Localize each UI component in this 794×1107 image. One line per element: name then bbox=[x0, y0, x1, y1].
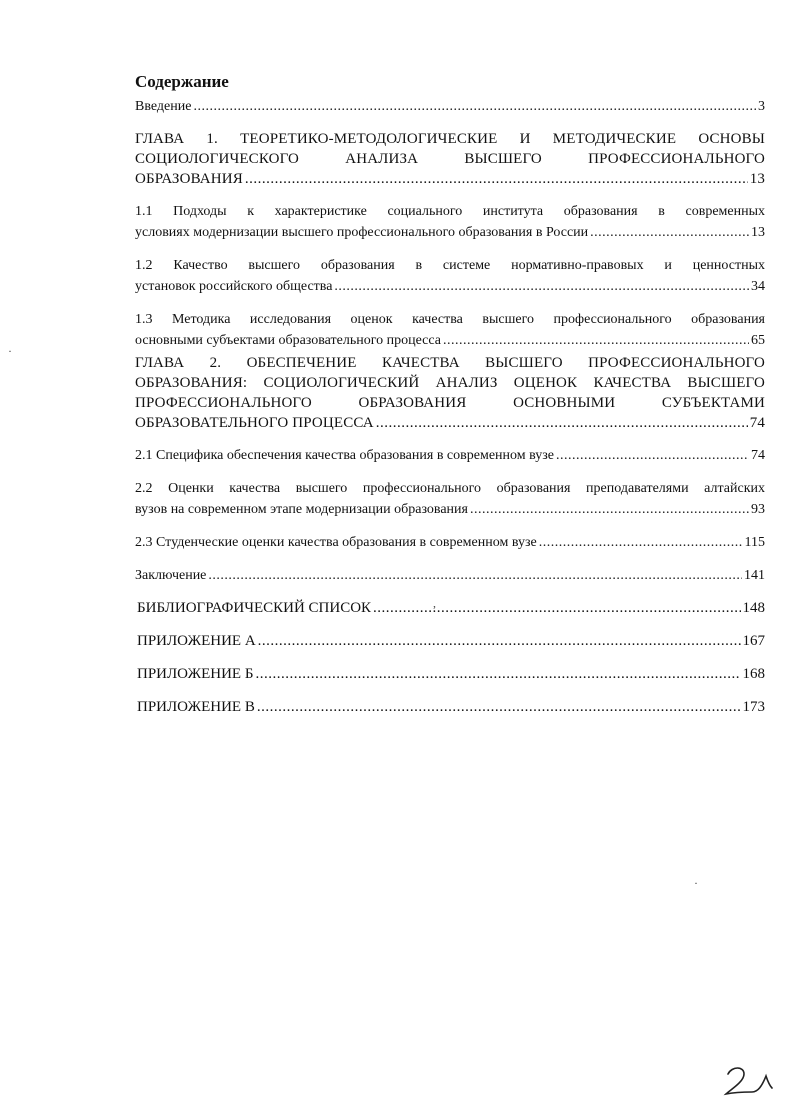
leader-dots bbox=[373, 598, 740, 619]
toc-entry-page: 141 bbox=[744, 568, 765, 583]
toc-entry-title-line: ОБРАЗОВАНИЯ bbox=[135, 171, 243, 187]
toc-entry-conclusion bbox=[135, 565, 765, 586]
toc-entry-page: 3 bbox=[758, 99, 765, 114]
toc-entry-section-1-2 bbox=[135, 255, 765, 297]
toc-entry-page: 13 bbox=[751, 225, 765, 240]
toc-entry-page: 13 bbox=[749, 171, 765, 187]
toc-entry-title-line: 1.3 Методика исследования оценок качества высшего профессионального образования bbox=[135, 312, 765, 327]
toc-entry-section-2-2 bbox=[135, 478, 765, 520]
toc-entry-title-line: ОБРАЗОВАТЕЛЬНОГО ПРОЦЕССА bbox=[135, 415, 374, 431]
toc-entry-page: 74 bbox=[749, 415, 765, 431]
toc-entry-introduction bbox=[135, 96, 765, 117]
toc-entry-title: ПРИЛОЖЕНИЕ В bbox=[137, 699, 255, 715]
toc-entry-appendix-a bbox=[135, 631, 765, 652]
toc-entry-section-2-3 bbox=[135, 532, 765, 553]
toc-entry-page: 173 bbox=[742, 699, 765, 715]
leader-dots bbox=[590, 222, 749, 243]
toc-entry-title-line: 2.2 Оценки качества высшего профессионального образования преподавателями алтайских bbox=[135, 481, 765, 496]
toc-entry-title-line: ПРОФЕССИОНАЛЬНОГО ОБРАЗОВАНИЯ ОСНОВНЫМИ СУБЪЕКТАМИ bbox=[135, 395, 765, 411]
toc-entry-title: 2.1 Специфика обеспечения качества образования в современном вузе bbox=[135, 448, 554, 463]
leader-dots bbox=[257, 697, 741, 718]
leader-dots bbox=[470, 499, 749, 520]
toc-entry-title-line: основными субъектами образовательного процесса bbox=[135, 333, 441, 348]
toc-entry-title: Введение bbox=[135, 99, 192, 114]
toc-entry-title-line: ГЛАВА 1. ТЕОРЕТИКО-МЕТОДОЛОГИЧЕСКИЕ И МЕТОДИЧЕСКИЕ ОСНОВЫ bbox=[135, 131, 765, 147]
scan-speck: · bbox=[8, 344, 12, 358]
toc-entry-title-line: условиях модернизации высшего профессионального образования в России bbox=[135, 225, 589, 240]
toc-entry-chapter-1 bbox=[135, 129, 765, 189]
toc-entry-title: ПРИЛОЖЕНИЕ А bbox=[137, 633, 256, 649]
toc-entry-title: ПРИЛОЖЕНИЕ Б bbox=[137, 666, 254, 682]
leader-dots bbox=[255, 664, 740, 685]
leader-dots bbox=[443, 330, 749, 351]
page-title: Содержание bbox=[135, 72, 229, 91]
toc-entry-title: Заключение bbox=[135, 568, 207, 583]
toc-entry-bibliography bbox=[135, 598, 765, 619]
toc-entry-title-line: 1.1 Подходы к характеристике социального института образования в современных bbox=[135, 204, 765, 219]
toc-entry-section-1-1 bbox=[135, 201, 765, 243]
toc-entry-page: 93 bbox=[751, 502, 765, 517]
toc-entry-title: БИБЛИОГРАФИЧЕСКИЙ СПИСОК bbox=[137, 600, 372, 616]
table-of-contents bbox=[135, 96, 765, 718]
toc-entry-chapter-2 bbox=[135, 353, 765, 433]
toc-entry-section-1-3 bbox=[135, 309, 765, 351]
toc-entry-page: 167 bbox=[742, 633, 765, 649]
toc-entry-page: 34 bbox=[751, 279, 765, 294]
toc-entry-page: 115 bbox=[744, 535, 765, 550]
toc-entry-title: 2.3 Студенческие оценки качества образования в современном вузе bbox=[135, 535, 537, 550]
toc-entry-section-2-1 bbox=[135, 445, 765, 466]
leader-dots bbox=[258, 631, 741, 652]
toc-entry-title-line: вузов на современном этапе модернизации образования bbox=[135, 502, 468, 517]
leader-dots bbox=[334, 276, 749, 297]
toc-entry-title-line: установок российского общества bbox=[135, 279, 333, 294]
toc-entry-title-line: 1.2 Качество высшего образования в системе нормативно-правовых и ценностных bbox=[135, 258, 765, 273]
toc-entry-page: 65 bbox=[751, 333, 765, 348]
toc-entry-appendix-b bbox=[135, 664, 765, 685]
leader-dots bbox=[245, 169, 748, 189]
toc-entry-title-line: СОЦИОЛОГИЧЕСКОГО АНАЛИЗА ВЫСШЕГО ПРОФЕССИОНАЛЬНОГО bbox=[135, 151, 765, 167]
leader-dots bbox=[376, 413, 748, 433]
toc-entry-page: 168 bbox=[742, 666, 765, 682]
handwritten-page-number bbox=[722, 1062, 774, 1103]
toc-entry-page: 148 bbox=[742, 600, 765, 616]
scan-speck: , bbox=[433, 596, 436, 610]
toc-entry-title-line: ОБРАЗОВАНИЯ: СОЦИОЛОГИЧЕСКИЙ АНАЛИЗ ОЦЕНОК КАЧЕСТВА ВЫСШЕГО bbox=[135, 375, 765, 391]
scan-speck: · bbox=[694, 876, 698, 890]
leader-dots bbox=[539, 532, 743, 553]
toc-entry-title-line: ГЛАВА 2. ОБЕСПЕЧЕНИЕ КАЧЕСТВА ВЫСШЕГО ПРОФЕССИОНАЛЬНОГО bbox=[135, 355, 765, 371]
leader-dots bbox=[208, 565, 742, 586]
leader-dots bbox=[193, 96, 756, 117]
toc-entry-page: 74 bbox=[751, 448, 765, 463]
leader-dots bbox=[556, 445, 749, 466]
toc-entry-appendix-v bbox=[135, 697, 765, 718]
